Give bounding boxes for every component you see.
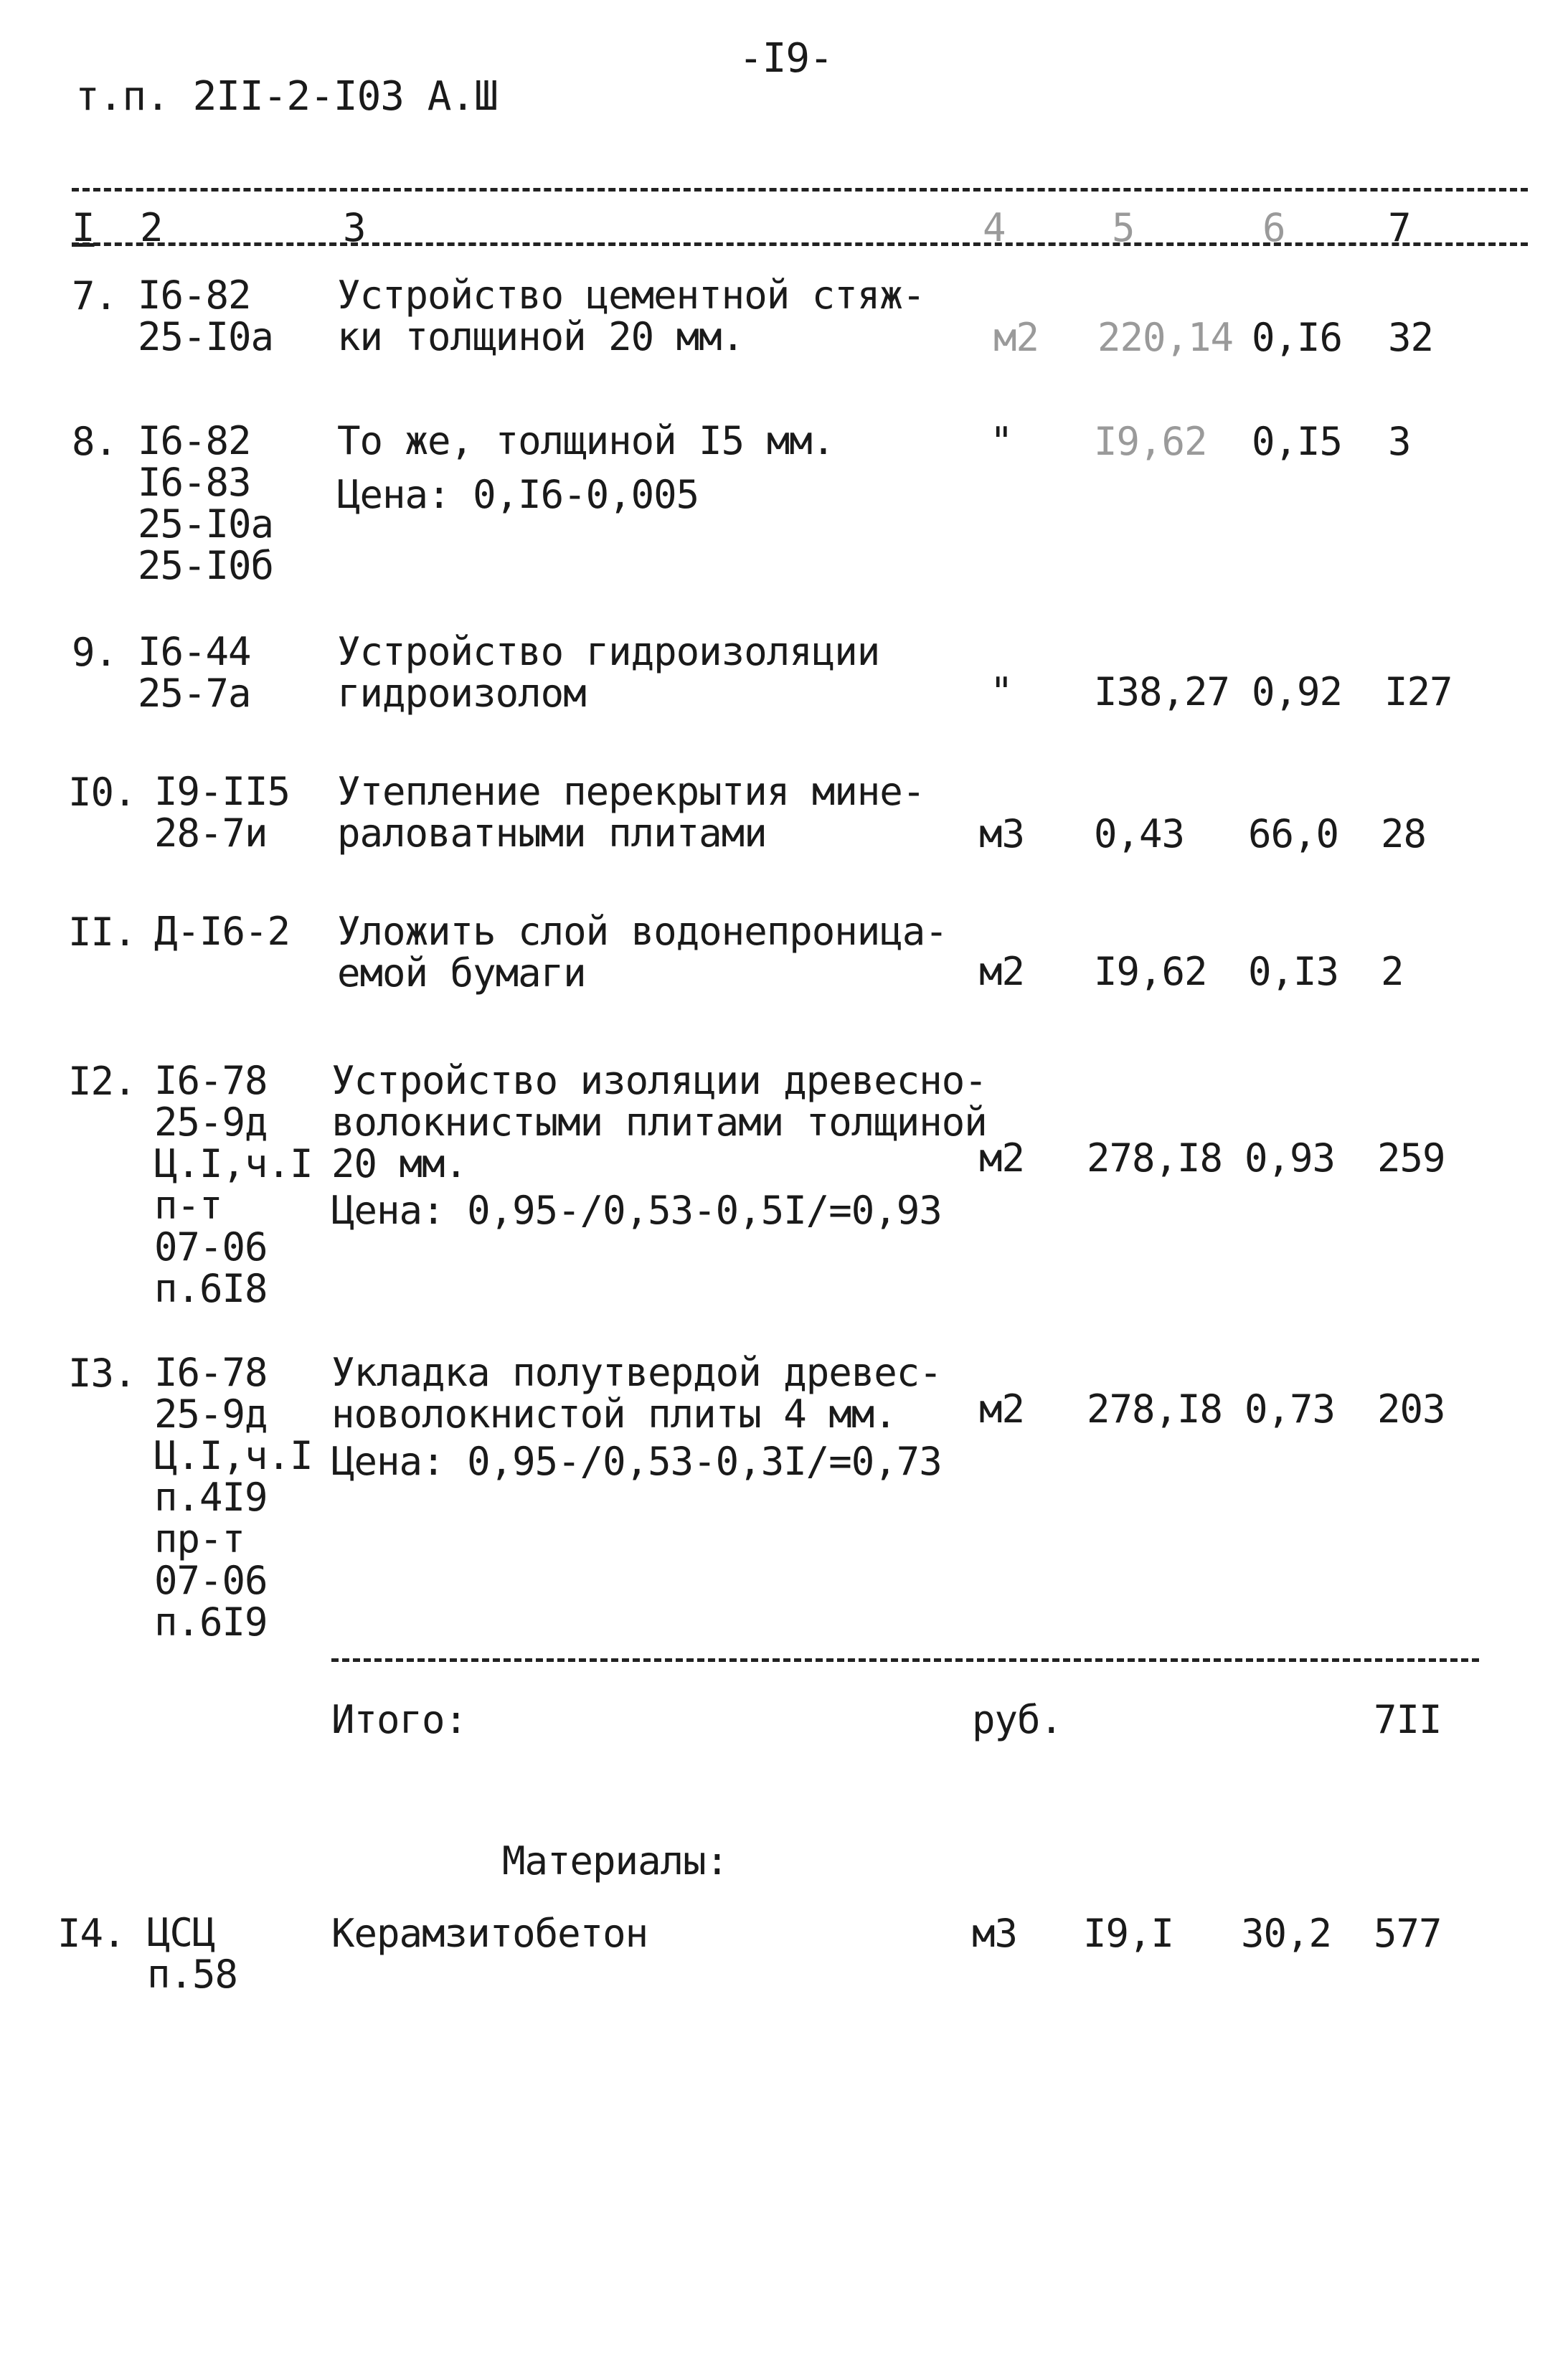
document-code: т.п. 2II-2-I03 А.Ш [75,73,498,120]
code-line: ЦСЦ [147,1910,215,1955]
description-line: Устройство изоляции древесно- [331,1058,987,1103]
row-quantity: 220,14 [1097,315,1234,360]
column-header-7: 7 [1388,205,1411,250]
row-total: 2 [1381,949,1404,994]
material-row-number: I4. [57,1911,126,1956]
column-header-4: 4 [983,205,1006,250]
row-codes [138,275,273,358]
row-codes [154,911,290,953]
row-rate: 66,0 [1248,811,1339,856]
row-number: 9. [72,630,118,675]
code-line: 07-06 [154,1224,268,1270]
row-codes [154,771,290,854]
row-price-note: Цена: 0,95-/0,53-0,3I/=0,73 [331,1439,942,1484]
total-label: Итого: [331,1697,468,1742]
row-rate: 0,I6 [1252,315,1343,360]
code-line: п.6I9 [154,1600,268,1645]
row-unit: м2 [993,315,1039,360]
row-total: I27 [1384,669,1453,714]
code-line: 28-7и [154,811,268,856]
description-line: То же, толщиной I5 мм. [337,418,835,463]
total-rule [331,1658,1479,1662]
row-description [337,631,879,714]
total-value: 7II [1374,1697,1442,1742]
description-line: Устройство гидроизоляции [337,629,880,674]
description-line: Укладка полутвердой древес- [331,1350,942,1395]
code-line: 25-7а [138,671,251,716]
row-rate: 0,I3 [1248,949,1339,994]
row-total: 259 [1377,1135,1445,1181]
code-line: п.6I8 [154,1266,268,1311]
row-unit: м2 [979,1386,1025,1432]
row-codes [154,1352,313,1643]
column-header-5: 5 [1112,205,1135,250]
column-header-3: 3 [343,205,366,250]
row-description [337,275,925,358]
code-line: I9-II5 [154,769,291,814]
code-line: I6-44 [138,629,251,674]
page-number: -I9- [739,35,833,82]
code-line: I6-82 [138,273,251,318]
code-line: I6-82 [138,418,251,463]
code-line: I6-83 [138,460,251,505]
code-line: Ц.I,ч.I [154,1141,313,1186]
row-total: 203 [1377,1386,1445,1432]
code-line: I6-78 [154,1350,268,1395]
description-line: Устройство цементной стяж- [337,273,925,318]
row-total: 32 [1388,315,1434,360]
row-rate: 0,73 [1245,1386,1336,1432]
description-line: Утепление перекрытия мине- [337,769,925,814]
description-line: емой бумаги [337,950,586,996]
row-number: I3. [68,1351,136,1396]
description-line: раловатными плитами [337,811,767,856]
row-description [337,420,834,462]
description-line: Уложить слой водонепроница- [337,909,948,954]
code-line: Д-I6-2 [154,909,291,954]
material-description: Керамзитобетон [331,1911,648,1956]
row-codes [138,631,251,714]
row-rate: 0,93 [1245,1135,1336,1181]
code-line: п.4I9 [154,1475,268,1520]
row-description [331,1352,942,1435]
material-row-codes [147,1912,237,1995]
row-number: I0. [68,770,136,815]
material-unit: м3 [972,1911,1018,1956]
row-description [337,771,925,854]
description-line: новолокнистой плиты 4 мм. [331,1391,897,1437]
row-description [337,911,948,994]
column-header-2: 2 [140,205,163,250]
column-header-6: 6 [1262,205,1285,250]
code-line: п-т [154,1183,222,1228]
row-quantity: 278,I8 [1087,1386,1223,1432]
row-price-note: Цена: 0,95-/0,53-0,5I/=0,93 [331,1188,942,1233]
code-line: 25-9д [154,1391,268,1437]
row-rate: 0,I5 [1252,419,1343,464]
row-unit: м2 [979,1135,1025,1181]
material-total: 577 [1374,1911,1442,1956]
row-number: II. [68,909,136,955]
row-description [331,1060,987,1185]
code-line: 25-9д [154,1100,268,1145]
description-line: волокнистыми плитами толщиной [331,1100,987,1145]
row-quantity: 278,I8 [1087,1135,1223,1181]
row-quantity: I9,62 [1094,949,1207,994]
row-quantity: I38,27 [1094,669,1230,714]
code-line: п.58 [147,1952,238,1997]
total-unit: руб. [972,1697,1063,1742]
materials-heading: Материалы: [502,1838,729,1884]
row-number: 7. [72,273,118,318]
description-line: 20 мм. [331,1141,468,1186]
code-line: I6-78 [154,1058,268,1103]
code-line: 25-I0б [138,543,274,588]
material-rate: 30,2 [1241,1911,1332,1956]
code-line: Ц.I,ч.I [154,1433,313,1478]
code-line: 07-06 [154,1558,268,1603]
description-line: ки толщиной 20 мм. [337,314,745,359]
description-line: гидроизолом [337,671,586,716]
row-unit: м3 [979,811,1025,856]
row-unit: м2 [979,949,1025,994]
row-number: I2. [68,1059,136,1104]
header-top-rule [72,188,1528,192]
row-number: 8. [72,419,118,464]
column-header-1: I [72,205,95,250]
code-line: 25-I0а [138,314,274,359]
row-total: 3 [1388,419,1411,464]
row-unit: " [990,669,1013,714]
code-line: 25-I0а [138,501,274,547]
row-price-note: Цена: 0,I6-0,005 [337,472,699,517]
header-bottom-rule [72,242,1528,246]
row-unit: " [990,419,1013,464]
row-rate: 0,92 [1252,669,1343,714]
code-line: пр-т [154,1516,245,1561]
row-total: 28 [1381,811,1427,856]
row-codes [138,420,273,587]
row-quantity: I9,62 [1094,419,1207,464]
material-quantity: I9,I [1083,1911,1174,1956]
row-quantity: 0,43 [1094,811,1185,856]
row-codes [154,1060,313,1310]
